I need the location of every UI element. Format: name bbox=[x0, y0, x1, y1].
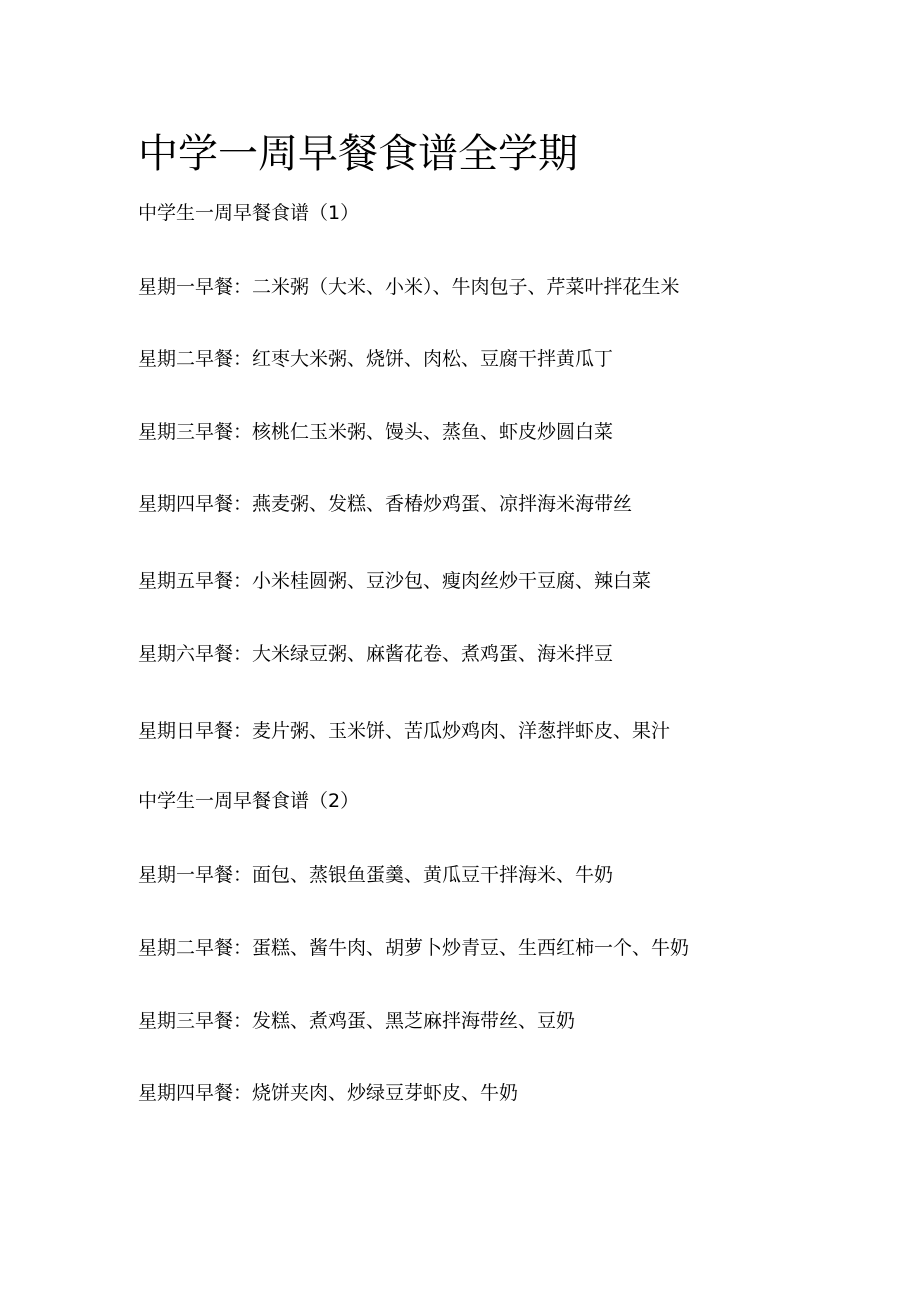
document-title: 中学一周早餐食谱全学期 bbox=[138, 131, 578, 177]
meal-line-week1-thursday: 星期四早餐：燕麦粥、发糕、香椿炒鸡蛋、凉拌海米海带丝 bbox=[138, 493, 633, 515]
meal-line-week1-tuesday: 星期二早餐：红枣大米粥、烧饼、肉松、豆腐干拌黄瓜丁 bbox=[138, 348, 614, 370]
meal-line-week1-wednesday: 星期三早餐：核桃仁玉米粥、馒头、蒸鱼、虾皮炒圆白菜 bbox=[138, 421, 614, 443]
meal-line-week2-tuesday: 星期二早餐：蛋糕、酱牛肉、胡萝卜炒青豆、生西红柿一个、牛奶 bbox=[138, 937, 690, 959]
meal-line-week1-monday: 星期一早餐：二米粥（大米、小米）、牛肉包子、芹菜叶拌花生米 bbox=[138, 276, 680, 298]
meal-line-week1-sunday: 星期日早餐：麦片粥、玉米饼、苦瓜炒鸡肉、洋葱拌虾皮、果汁 bbox=[138, 720, 671, 742]
section-heading-2: 中学生一周早餐食谱（2） bbox=[138, 790, 360, 812]
meal-line-week2-wednesday: 星期三早餐：发糕、煮鸡蛋、黑芝麻拌海带丝、豆奶 bbox=[138, 1010, 576, 1032]
meal-line-week1-friday: 星期五早餐：小米桂圆粥、豆沙包、瘦肉丝炒干豆腐、辣白菜 bbox=[138, 570, 652, 592]
meal-line-week1-saturday: 星期六早餐：大米绿豆粥、麻酱花卷、煮鸡蛋、海米拌豆 bbox=[138, 643, 614, 665]
meal-line-week2-thursday: 星期四早餐：烧饼夹肉、炒绿豆芽虾皮、牛奶 bbox=[138, 1082, 519, 1104]
section-heading-1: 中学生一周早餐食谱（1） bbox=[138, 202, 360, 224]
meal-line-week2-monday: 星期一早餐：面包、蒸银鱼蛋羹、黄瓜豆干拌海米、牛奶 bbox=[138, 864, 614, 886]
